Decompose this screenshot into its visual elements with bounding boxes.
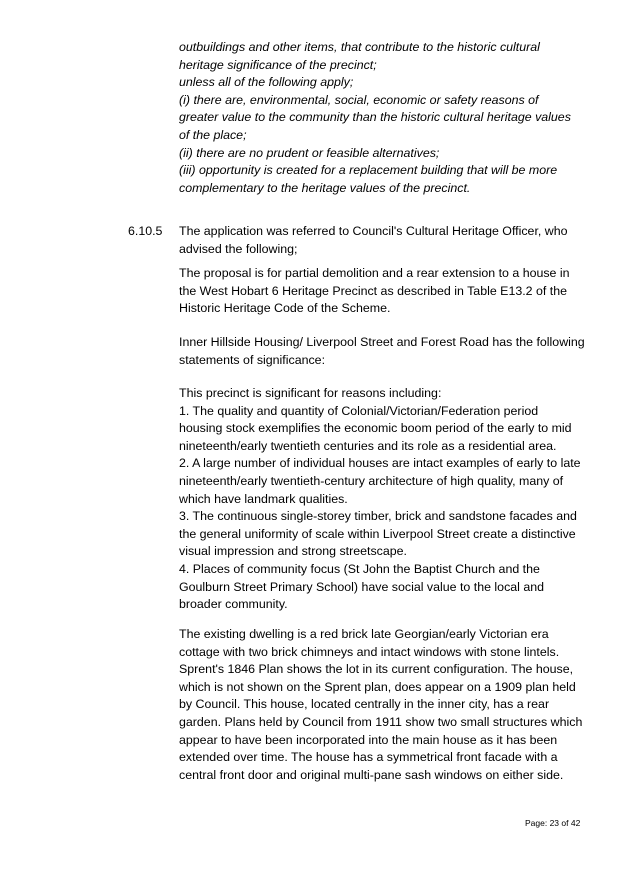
text-line: nineteenth/early twentieth centuries and its role as a residential area. (179, 438, 557, 453)
text-line: (i) there are, environmental, social, economic or safety reasons of (179, 92, 539, 107)
text-line: heritage significance of the precinct; (179, 57, 377, 72)
text-line: nineteenth/early twentieth-century architecture of high quality, many of (179, 473, 564, 488)
text-line: The proposal is for partial demolition and a rear extension to a house in (179, 266, 570, 280)
section-number: 6.10.5 (128, 224, 163, 238)
text-line: visual impression and strong streetscape. (179, 544, 407, 559)
text-line: complementary to the heritage values of the precinct. (179, 180, 471, 195)
text-line: 3. The continuous single-storey timber, brick and sandstone facades and (179, 509, 577, 524)
text-line: broader community. (179, 597, 288, 612)
page-number: Page: 23 of 42 (525, 818, 581, 828)
text-line: greater value to the community than the historic cultural heritage values (179, 110, 571, 125)
text-line: by Council. This house, located centrally in the inner city, has a rear (179, 697, 550, 712)
text-line: statements of significance: (179, 352, 326, 367)
text-line: 4. Places of community focus (St John the Baptist Church and the (179, 561, 540, 576)
statements-paragraph (179, 334, 589, 369)
text-line: appear to have been incorporated into the main house as it has been (179, 732, 558, 747)
text-line: garden. Plans held by Council from 1911 show two small structures which (179, 714, 583, 729)
text-line: of the place; (179, 127, 247, 142)
text-line: Inner Hillside Housing/ Liverpool Street and Forest Road has the following (179, 335, 585, 349)
significance-list (179, 385, 589, 614)
text-line: 2. A large number of individual houses are intact examples of early to late (179, 456, 581, 471)
text-line: The application was referred to Council's Cultural Heritage Officer, who (179, 224, 568, 238)
text-line: Historic Heritage Code of the Scheme. (179, 301, 391, 316)
proposal-paragraph (179, 265, 589, 318)
text-line: the West Hobart 6 Heritage Precinct as described in Table E13.2 of the (179, 283, 567, 298)
text-line: outbuildings and other items, that contribute to the historic cultural (179, 40, 540, 54)
text-line: which is not shown on the Sprent plan, does appear on a 1909 plan held (179, 679, 576, 694)
intro-italic-paragraph (179, 39, 589, 197)
text-line: the general uniformity of scale within Liverpool Street create a distinctive (179, 526, 576, 541)
text-line: extended over time. The house has a symmetrical front facade with a (179, 750, 558, 765)
text-line: (iii) opportunity is created for a replacement building that will be more (179, 163, 558, 178)
text-line: Sprent's 1846 Plan shows the lot in its current configuration. The house, (179, 662, 574, 677)
text-line: which have landmark qualities. (179, 491, 348, 506)
text-line: Goulburn Street Primary School) have social value to the local and (179, 579, 545, 594)
text-line: unless all of the following apply; (179, 75, 354, 90)
section-lead-paragraph (179, 223, 589, 258)
text-line: (ii) there are no prudent or feasible alternatives; (179, 145, 440, 160)
text-line: This precinct is significant for reasons including: (179, 386, 442, 400)
text-line: housing stock exemplifies the economic boom period of the early to mid (179, 421, 572, 436)
dwelling-paragraph (179, 626, 589, 784)
text-line: cottage with two brick chimneys and intact windows with stone lintels. (179, 644, 560, 659)
text-line: advised the following; (179, 241, 298, 256)
text-line: central front door and original multi-pane sash windows on either side. (179, 767, 564, 782)
text-line: 1. The quality and quantity of Colonial/Victorian/Federation period (179, 403, 539, 418)
text-line: The existing dwelling is a red brick late Georgian/early Victorian era (179, 627, 549, 641)
